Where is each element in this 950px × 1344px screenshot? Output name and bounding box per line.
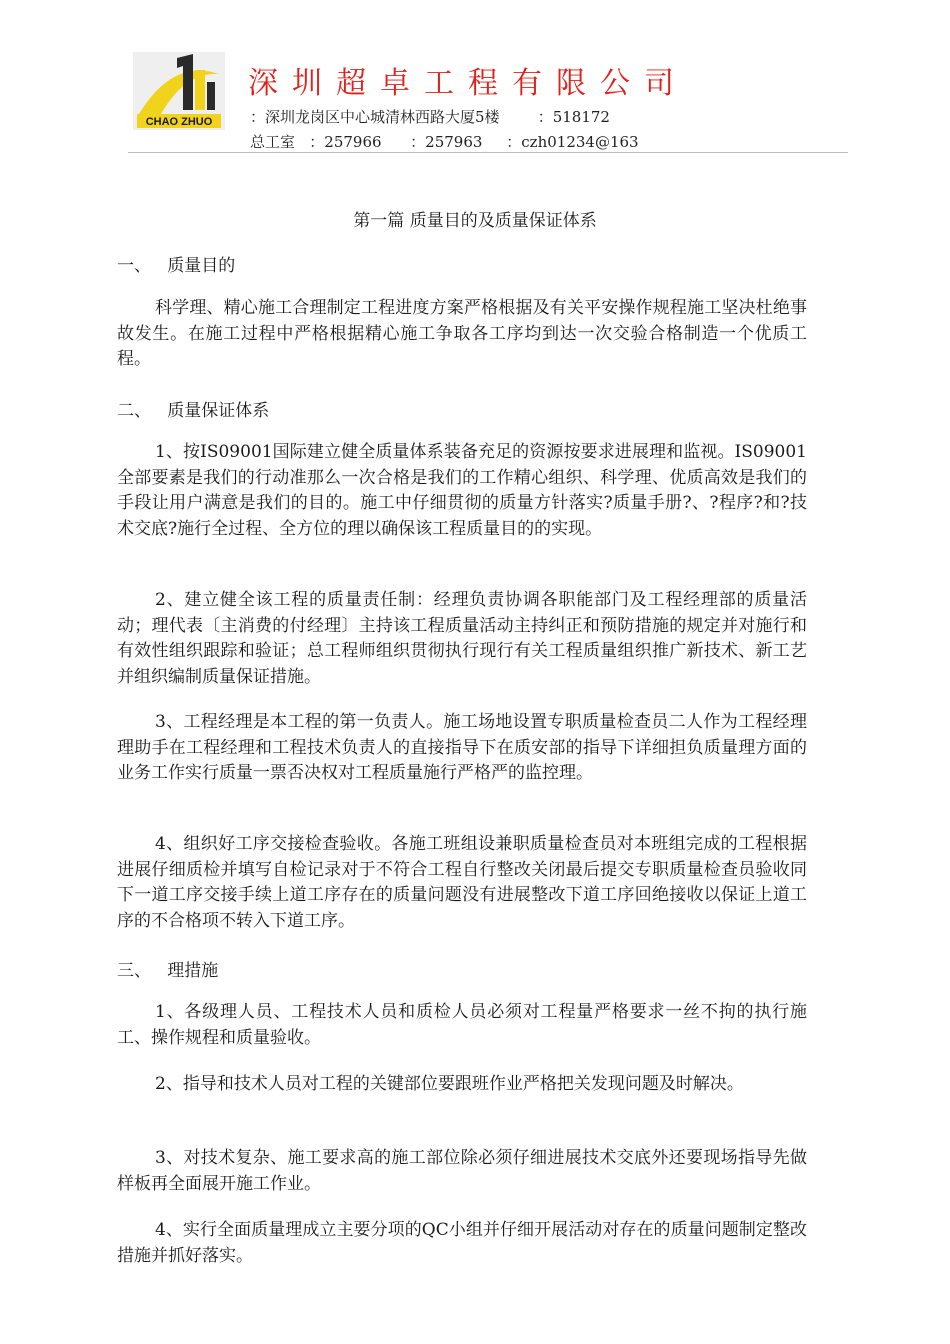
paragraph: 科学理、精心施工合理制定工程进度方案严格根据及有关平安操作规程施工坚决杜绝事故发生。在施工过程中严格根据精心施工争取各工序均到达一次交验合格制造一个优质工程。 — [117, 298, 807, 370]
paragraph: 1、各级理人员、工程技术人员和质检人员必须对工程量严格要求一丝不拘的执行施工、操作规程和质量验收。 — [117, 1002, 807, 1048]
section-heading-2: 二、 质量保证体系 — [117, 401, 270, 421]
paragraph: 1、按IS09001国际建立健全质量体系装备充足的资源按要求进展理和监视。IS09001全部要素是我们的行动准那么一次合格是我们的工作精心组织、科学理、优质高效是我们的手段让用户满意是我们的目的。施工中仔细贯彻的质量方针落实?质量手册?、?程序?和?技术交底?施行全过程、全方位的理以确保该工程质量目的的实现。 — [117, 442, 807, 539]
paragraph: 3、工程经理是本工程的第一负责人。施工场地设置专职质量检查员二人作为工程经理理助手在工程经理和工程技术负责人的直接指导下在质安部的指导下详细担负质量理方面的业务工作实行质量一票否决权对工程质量施行严格严的监控理。 — [117, 712, 807, 784]
company-logo — [133, 52, 225, 130]
address-line: ：深圳龙岗区中心城清林西路大厦5楼 ：518172 — [250, 108, 610, 126]
contact-line: 总工室 ：257966 ：257963 ：czh01234@163 — [250, 133, 639, 151]
paragraph: 2、建立健全该工程的质量责任制：经理负责协调各职能部门及工程经理部的质量活动；理代表〔主消费的付经理〕主持该工程质量活动主持纠正和预防措施的规定并对施行和有效性组织跟踪和验证；总工程师组织贯彻执行现行有关工程质量组织推广新技术、新工艺并组织编制质量保证措施。 — [117, 590, 807, 687]
paragraph: 4、组织好工序交接检查验收。各施工班组设兼职质量检查员对本班组完成的工程根据进展仔细质检并填写自检记录对于不符合工程自行整改关闭最后提交专职质量检查员验收同下一道工序交接手续上道工序存在的质量问题没有进展整改下道工序回绝接收以保证上道工序的不合格项不转入下道工序。 — [117, 834, 807, 931]
header-divider — [128, 152, 848, 153]
document-title: 第一篇 质量目的及质量保证体系 — [353, 211, 597, 231]
paragraph: 3、对技术复杂、施工要求高的施工部位除必须仔细进展技术交底外还要现场指导先做样板再全面展开施工作业。 — [117, 1148, 807, 1194]
logo-text: CHAO ZHUO — [145, 116, 213, 128]
logo-graphic — [133, 52, 225, 130]
paragraph: 2、指导和技术人员对工程的关键部位要跟班作业严格把关发现问题及时解决。 — [155, 1074, 744, 1094]
section-heading-3: 三、 理措施 — [117, 961, 219, 981]
section-heading-1: 一、 质量目的 — [117, 256, 236, 276]
paragraph: 4、实行全面质量理成立主要分项的QC小组并仔细开展活动对存在的质量问题制定整改措施并抓好落实。 — [117, 1220, 807, 1266]
company-name: 深圳超卓工程有限公司 — [248, 66, 688, 101]
